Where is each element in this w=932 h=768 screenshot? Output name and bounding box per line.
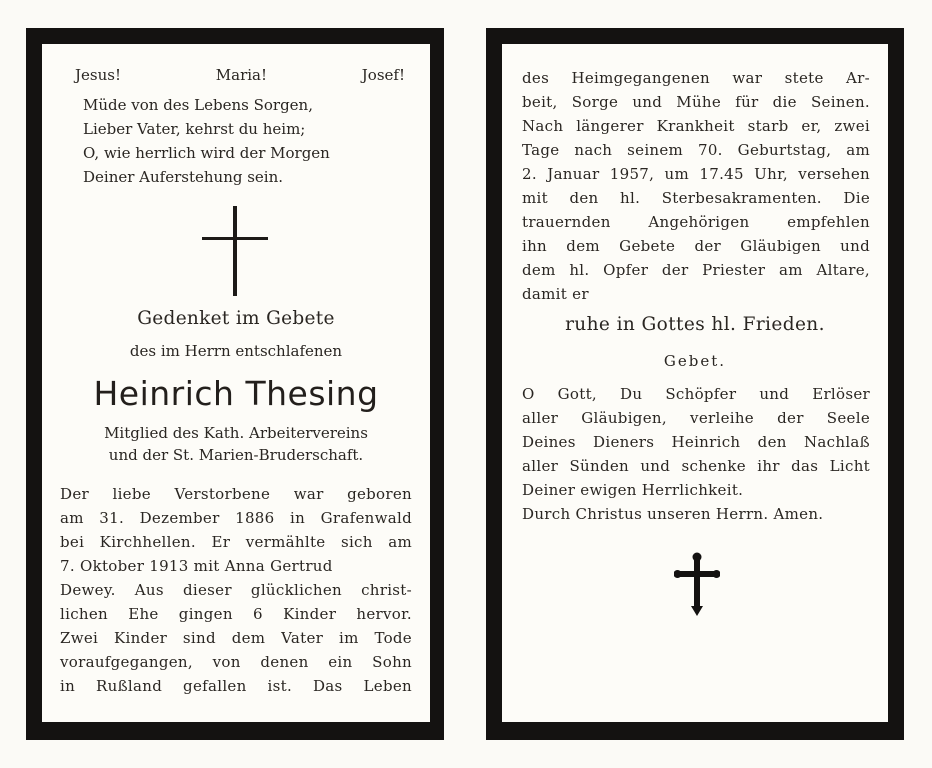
biography-continuation bbox=[522, 66, 870, 306]
invocation-jesus: Jesus! bbox=[75, 66, 121, 84]
membership-line: Mitglied des Kath. Arbeitervereins bbox=[104, 424, 368, 442]
prayer-line: O Gott, Du Schöpfer und Erlöser bbox=[522, 385, 870, 403]
verse-line: Lieber Vater, kehrst du heim; bbox=[83, 120, 306, 138]
prayer-line: Deiner ewigen Herrlichkeit. bbox=[522, 481, 744, 499]
membership-line: und der St. Marien-Bruderschaft. bbox=[108, 446, 364, 464]
continuation-line: mit den hl. Sterbesakramenten. Die bbox=[522, 189, 870, 207]
right-panel-page bbox=[502, 44, 888, 722]
left-panel bbox=[26, 28, 444, 740]
departed-subheading: des im Herrn entschlafenen bbox=[129, 342, 343, 360]
continuation-line: des Heimgegangenen war stete Ar- bbox=[522, 69, 870, 87]
biography-line: in Rußland gefallen ist. Das Leben bbox=[60, 677, 412, 695]
verse-line: O, wie herrlich wird der Morgen bbox=[83, 144, 330, 162]
left-panel-page bbox=[42, 44, 430, 722]
biography-line: am 31. Dezember 1886 in Grafenwald bbox=[60, 509, 412, 527]
biography-line: Zwei Kinder sind dem Vater im Tode bbox=[60, 629, 412, 647]
latin-cross-icon bbox=[202, 206, 268, 296]
invocation bbox=[75, 66, 405, 84]
biography-line: Der liebe Verstorbene war geboren bbox=[60, 485, 412, 503]
verse bbox=[83, 93, 330, 189]
continuation-line: Tage nach seinem 70. Geburtstag, am bbox=[522, 141, 870, 159]
continuation-line: dem hl. Opfer der Priester am Altare, bbox=[522, 261, 870, 279]
deceased-name: Heinrich Thesing bbox=[93, 374, 379, 413]
continuation-line: damit er bbox=[522, 285, 589, 303]
trefoil-cross-icon bbox=[674, 552, 720, 616]
verse-line: Deiner Auferstehung sein. bbox=[83, 168, 284, 186]
biography-line: bei Kirchhellen. Er vermählte sich am bbox=[60, 533, 412, 551]
verse-line: Müde von des Lebens Sorgen, bbox=[83, 96, 313, 114]
biography-line: Dewey. Aus dieser glücklichen christ- bbox=[60, 581, 412, 599]
invocation-josef: Josef! bbox=[361, 66, 405, 84]
rest-in-peace-line: ruhe in Gottes hl. Frieden. bbox=[565, 314, 825, 335]
biography-line: lichen Ehe gingen 6 Kinder hervor. bbox=[60, 605, 412, 623]
prayer-title: Gebet. bbox=[663, 352, 727, 370]
biography-line: voraufgegangen, von denen ein Sohn bbox=[60, 653, 412, 671]
right-panel bbox=[486, 28, 904, 740]
prayer-line: aller Gläubigen, verleihe der Seele bbox=[522, 409, 870, 427]
biography bbox=[60, 482, 412, 698]
continuation-line: Nach längerer Krankheit starb er, zwei bbox=[522, 117, 870, 135]
commemorate-heading: Gedenket im Gebete bbox=[137, 308, 335, 329]
continuation-line: beit, Sorge und Mühe für die Seinen. bbox=[522, 93, 870, 111]
continuation-line: trauernden Angehörigen empfehlen bbox=[522, 213, 870, 231]
prayer-line: aller Sünden und schenke ihr das Licht bbox=[522, 457, 870, 475]
continuation-line: ihn dem Gebete der Gläubigen und bbox=[522, 237, 870, 255]
invocation-maria: Maria! bbox=[215, 66, 268, 84]
membership bbox=[42, 422, 430, 466]
biography-line: 7. Oktober 1913 mit Anna Gertrud bbox=[60, 557, 333, 575]
continuation-line: 2. Januar 1957, um 17.45 Uhr, versehen bbox=[522, 165, 870, 183]
prayer-line: Durch Christus unseren Herrn. Amen. bbox=[522, 505, 824, 523]
prayer bbox=[522, 382, 870, 526]
prayer-line: Deines Dieners Heinrich den Nachlaß bbox=[522, 433, 870, 451]
